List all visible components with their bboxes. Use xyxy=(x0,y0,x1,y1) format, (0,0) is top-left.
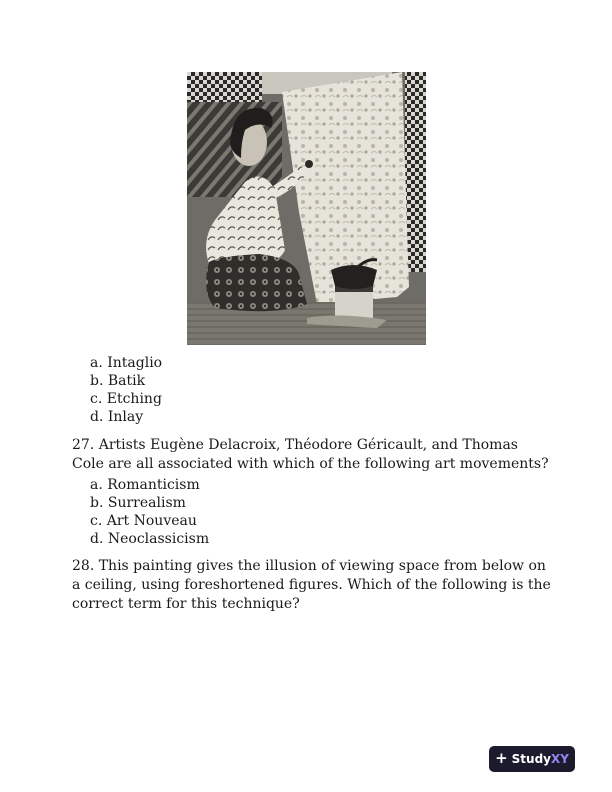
question-28-text: 28. This painting gives the illusion of viewing space from below on a ceiling, using foreshortened figures. Which of the following is the correct term for this technique? xyxy=(72,558,551,612)
brand-name-main: Study xyxy=(511,752,551,766)
q27-option-d: d. Neoclassicism xyxy=(90,531,210,547)
question-27-text: 27. Artists Eugène Delacroix, Théodore Géricault, and Thomas Cole are all associated with which of the following art movements? xyxy=(72,437,549,472)
batik-photo xyxy=(187,72,426,345)
brand-name xyxy=(512,752,569,766)
q26-option-b: b. Batik xyxy=(90,373,146,389)
q27-option-c: c. Art Nouveau xyxy=(90,513,197,529)
q27-option-a: a. Romanticism xyxy=(90,477,200,493)
plus-icon: + xyxy=(495,749,508,767)
brand-name-accent: XY xyxy=(550,752,569,766)
q26-options xyxy=(90,354,162,426)
q26-option-a: a. Intaglio xyxy=(90,355,163,371)
q27-option-b: b. Surrealism xyxy=(90,495,186,511)
q26-option-c: c. Etching xyxy=(90,391,162,407)
q27-options xyxy=(90,476,209,548)
studyxy-badge[interactable] xyxy=(489,746,575,772)
q26-option-d: d. Inlay xyxy=(90,409,144,425)
